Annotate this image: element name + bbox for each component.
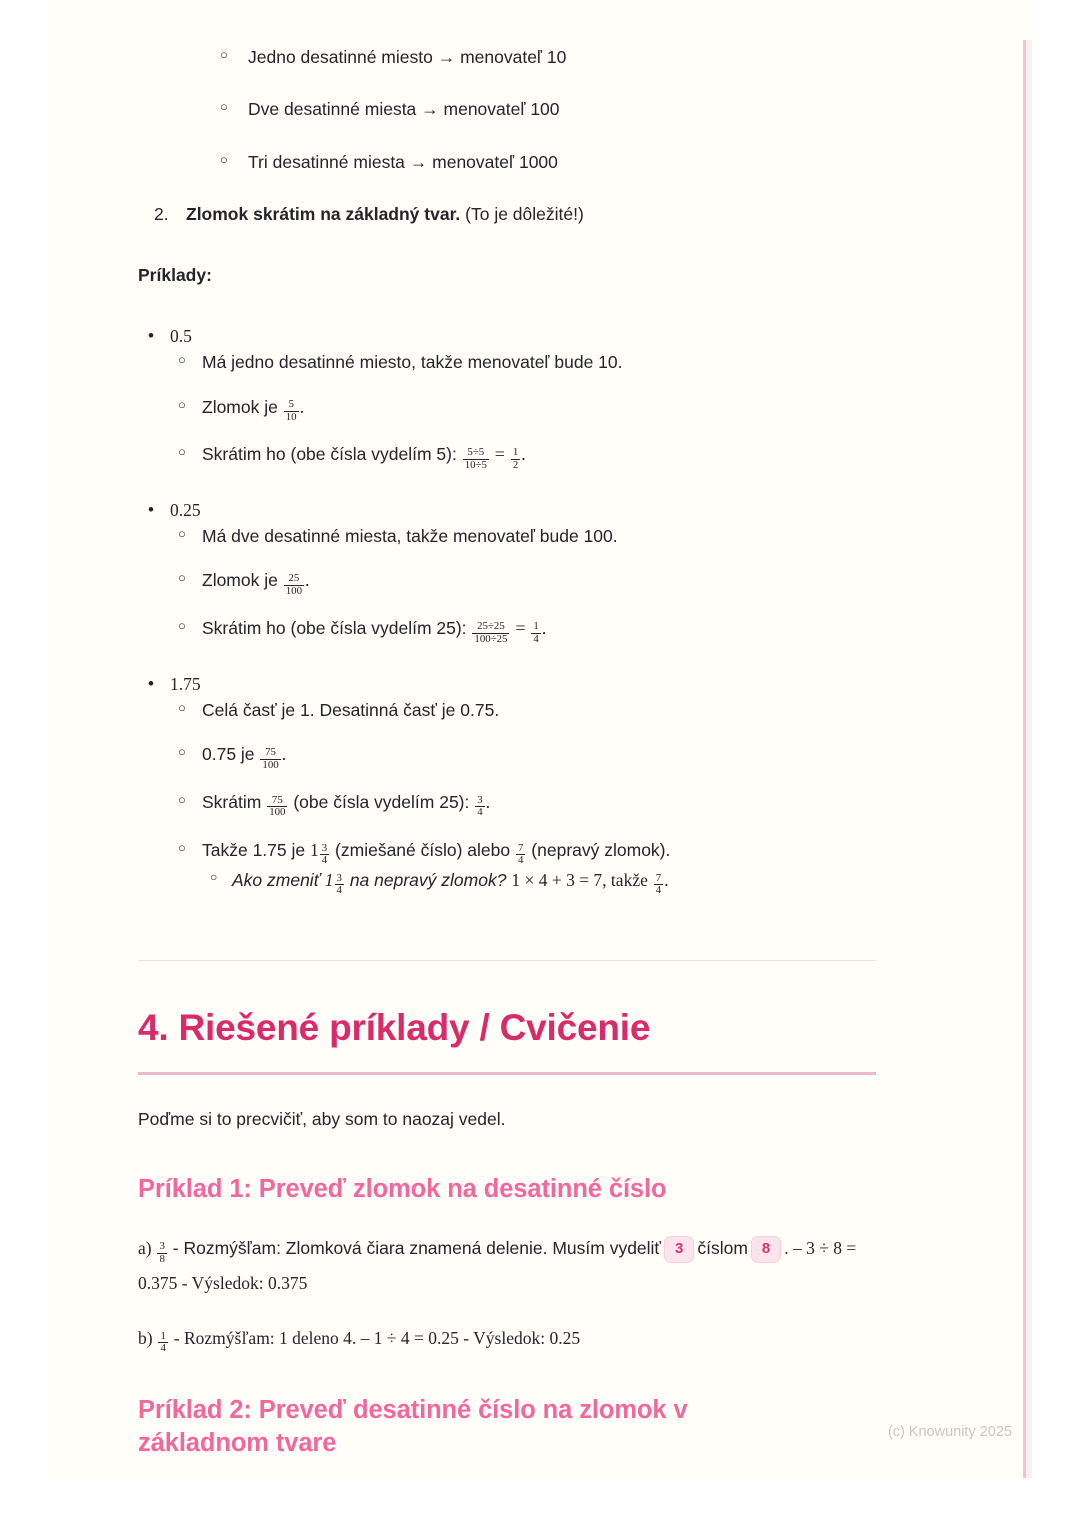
worked-examples-list [138, 323, 876, 896]
page-content [138, 44, 876, 1460]
mixed-number [325, 867, 345, 897]
fraction-denominator: 4 [518, 854, 524, 867]
period: . [664, 869, 669, 890]
detail-text-mid: (obe čísla vydelím 25): [293, 792, 470, 813]
examples-label-text: Príklady: [138, 265, 212, 285]
fraction [267, 795, 287, 819]
list-item [170, 523, 876, 549]
section-4-intro: Poďme si to precvičiť, aby som to naozaj vedel. [138, 1108, 506, 1129]
equals-sign: = [515, 618, 526, 639]
fraction-denominator: 4 [655, 883, 662, 896]
example-detail-list [170, 523, 876, 645]
example-1b [138, 1324, 876, 1355]
list-item [170, 394, 876, 424]
circle-bullet-icon: ○ [220, 47, 228, 62]
example-1a [138, 1231, 876, 1299]
fraction [335, 873, 344, 897]
page-edge-strip [1026, 40, 1032, 1478]
detail-text: Skrátim [202, 792, 262, 813]
example-1b-text: - Rozmýšľam: 1 deleno 4. – 1 ÷ 4 = 0.25 - Výsledok: 0.25 [173, 1327, 581, 1348]
example-1a-text-1: - Rozmýšľam: Zlomková čiara znamená delenie. Musím vydeliť [172, 1238, 661, 1259]
steps-list [138, 201, 876, 227]
fraction-numerator: 5÷5 [467, 446, 485, 459]
example-group [138, 323, 876, 471]
decimal-place-rules-list [138, 44, 876, 175]
circle-bullet-icon: ○ [178, 618, 186, 634]
fraction [284, 399, 299, 423]
fraction-denominator: 4 [321, 854, 328, 867]
fraction [158, 1331, 167, 1355]
disc-bullet-icon: • [148, 326, 154, 345]
examples-label [138, 261, 876, 289]
mixed-number [310, 837, 330, 867]
detail-text: Celá časť je 1. Desatinná časť je 0.75. [202, 700, 500, 721]
rule-text: Jedno desatinné miesto → menovateľ 10 [248, 47, 567, 67]
list-item [138, 96, 876, 122]
list-item [170, 567, 876, 597]
list-item [202, 867, 876, 897]
example-group [138, 671, 876, 896]
circle-bullet-icon: ○ [220, 151, 228, 167]
list-item [138, 149, 876, 175]
mixed-whole: 1 [310, 839, 319, 860]
fraction-denominator: 100÷25 [474, 632, 508, 645]
detail-text: Zlomok je [202, 570, 278, 591]
fraction [463, 447, 489, 471]
example-value: 0.25 [170, 499, 201, 520]
example-1a-text-2: číslom [697, 1238, 748, 1259]
fraction-denominator: 10 [285, 410, 297, 423]
detail-text-suffix: (nepravý zlomok). [531, 839, 671, 860]
example-1a-text-3: . – 3 ÷ 8 = 0.375 - Výsledok: 0.375 [138, 1238, 857, 1293]
circle-bullet-icon: ○ [178, 700, 186, 716]
circle-bullet-icon: ○ [178, 444, 186, 460]
rule-text: Tri desatinné miesta → menovateľ 1000 [248, 151, 558, 172]
list-item [138, 44, 876, 70]
detail-text: Skrátim ho (obe čísla vydelím 5): [202, 444, 457, 465]
fraction-denominator: 10÷5 [464, 458, 487, 471]
fraction-denominator: 4 [477, 806, 483, 819]
equals-sign: = [494, 444, 505, 465]
detail-text: Zlomok je [202, 396, 278, 417]
circle-bullet-icon: ○ [178, 396, 186, 412]
list-item [170, 789, 876, 819]
sub-question-part1: Ako zmeniť [232, 869, 320, 890]
fraction-denominator: 4 [336, 883, 342, 896]
fraction-numerator: 75 [271, 794, 283, 807]
fraction-denominator: 8 [159, 1252, 165, 1265]
fraction-numerator: 25 [288, 572, 300, 585]
step-bold-text: Zlomok skrátim na základný tvar. [186, 203, 461, 224]
section-4-title: 4. Riešené príklady / Cvičenie [138, 1007, 651, 1049]
list-item [170, 741, 876, 771]
circle-bullet-icon: ○ [220, 99, 228, 115]
step-note: (To je dôležité!) [465, 203, 584, 224]
fraction-numerator: 25÷25 [477, 620, 505, 633]
period: . [299, 396, 305, 417]
rule-text: Dve desatinné miesta → menovateľ 100 [248, 99, 560, 120]
period: . [541, 618, 547, 639]
fraction-denominator: 100 [262, 758, 279, 771]
fraction-numerator: 3 [159, 1240, 165, 1253]
fraction-result [654, 873, 663, 897]
detail-text: 0.75 je [202, 744, 255, 765]
period: . [521, 444, 526, 465]
fraction-numerator: 1 [512, 446, 519, 459]
circle-bullet-icon: ○ [178, 839, 186, 855]
circle-bullet-icon: ○ [178, 570, 186, 586]
list-item [170, 837, 876, 896]
fraction [472, 621, 509, 645]
sub-question-part2: na nepravý zlomok? [349, 869, 507, 890]
example-group [138, 497, 876, 645]
value-badge-8[interactable]: 8 [751, 1236, 781, 1263]
disc-bullet-icon: • [148, 499, 154, 519]
example-value: 1.75 [170, 673, 201, 694]
fraction-denominator: 4 [533, 632, 539, 645]
fraction-numerator: 75 [265, 746, 276, 759]
period: . [485, 792, 491, 813]
detail-text: Má dve desatinné miesta, takže menovateľ bude 100. [202, 526, 618, 547]
circle-bullet-icon: ○ [178, 792, 186, 808]
circle-bullet-icon: ○ [178, 744, 186, 760]
fraction-numerator: 3 [321, 841, 328, 854]
fraction-result [475, 795, 484, 819]
list-item [170, 615, 876, 645]
fraction-denominator: 2 [512, 458, 519, 471]
fraction-denominator: 100 [269, 806, 286, 819]
fraction-improper [516, 843, 525, 867]
detail-text: Takže 1.75 je [202, 839, 306, 860]
step-item-2 [138, 201, 876, 227]
list-item [170, 697, 876, 723]
period: . [281, 744, 287, 765]
mixed-whole: 1 [324, 869, 334, 890]
fraction [320, 843, 329, 867]
circle-bullet-icon: ○ [178, 526, 186, 542]
fraction-numerator: 7 [518, 841, 524, 854]
fraction-denominator: 100 [285, 584, 302, 597]
fraction-result [511, 447, 520, 471]
fraction-numerator: 7 [655, 871, 662, 884]
fraction-result [531, 621, 540, 645]
step-marker: 2. [154, 203, 169, 224]
period: . [305, 570, 310, 591]
fraction-numerator: 3 [477, 794, 483, 807]
value-badge-3[interactable]: 3 [664, 1236, 694, 1263]
fraction-numerator: 1 [533, 620, 539, 633]
example-detail-list [170, 697, 876, 896]
fraction-numerator: 3 [336, 871, 342, 884]
example-2-title: Príklad 2: Preveď desatinné číslo na zlomok v základnom tvare [138, 1396, 688, 1458]
sub-math: 1 × 4 + 3 = 7, takže [511, 869, 648, 890]
copyright-watermark: (c) Knowunity 2025 [887, 1424, 1012, 1440]
fraction [284, 573, 304, 597]
example-detail-list [170, 349, 876, 471]
example-value: 0.5 [170, 326, 192, 346]
document-page [48, 0, 1032, 1478]
fraction-numerator: 1 [160, 1329, 166, 1342]
fraction [157, 1241, 166, 1265]
detail-text-mid: (zmiešané číslo) alebo [335, 839, 511, 860]
item-label-a: a) [138, 1238, 152, 1259]
disc-bullet-icon: • [148, 673, 154, 693]
sub-detail-list [202, 867, 876, 897]
circle-bullet-icon: ○ [210, 869, 218, 884]
circle-bullet-icon: ○ [178, 352, 186, 368]
example-1-title: Príklad 1: Preveď zlomok na desatinné číslo [138, 1174, 667, 1203]
fraction-denominator: 4 [160, 1342, 166, 1355]
item-label-b: b) [138, 1327, 153, 1348]
fraction [260, 747, 280, 771]
list-item [170, 349, 876, 375]
detail-text: Má jedno desatinné miesto, takže menovateľ bude 10. [202, 352, 623, 373]
fraction-numerator: 5 [288, 398, 294, 411]
detail-text: Skrátim ho (obe čísla vydelím 25): [202, 618, 467, 639]
list-item [170, 441, 876, 471]
